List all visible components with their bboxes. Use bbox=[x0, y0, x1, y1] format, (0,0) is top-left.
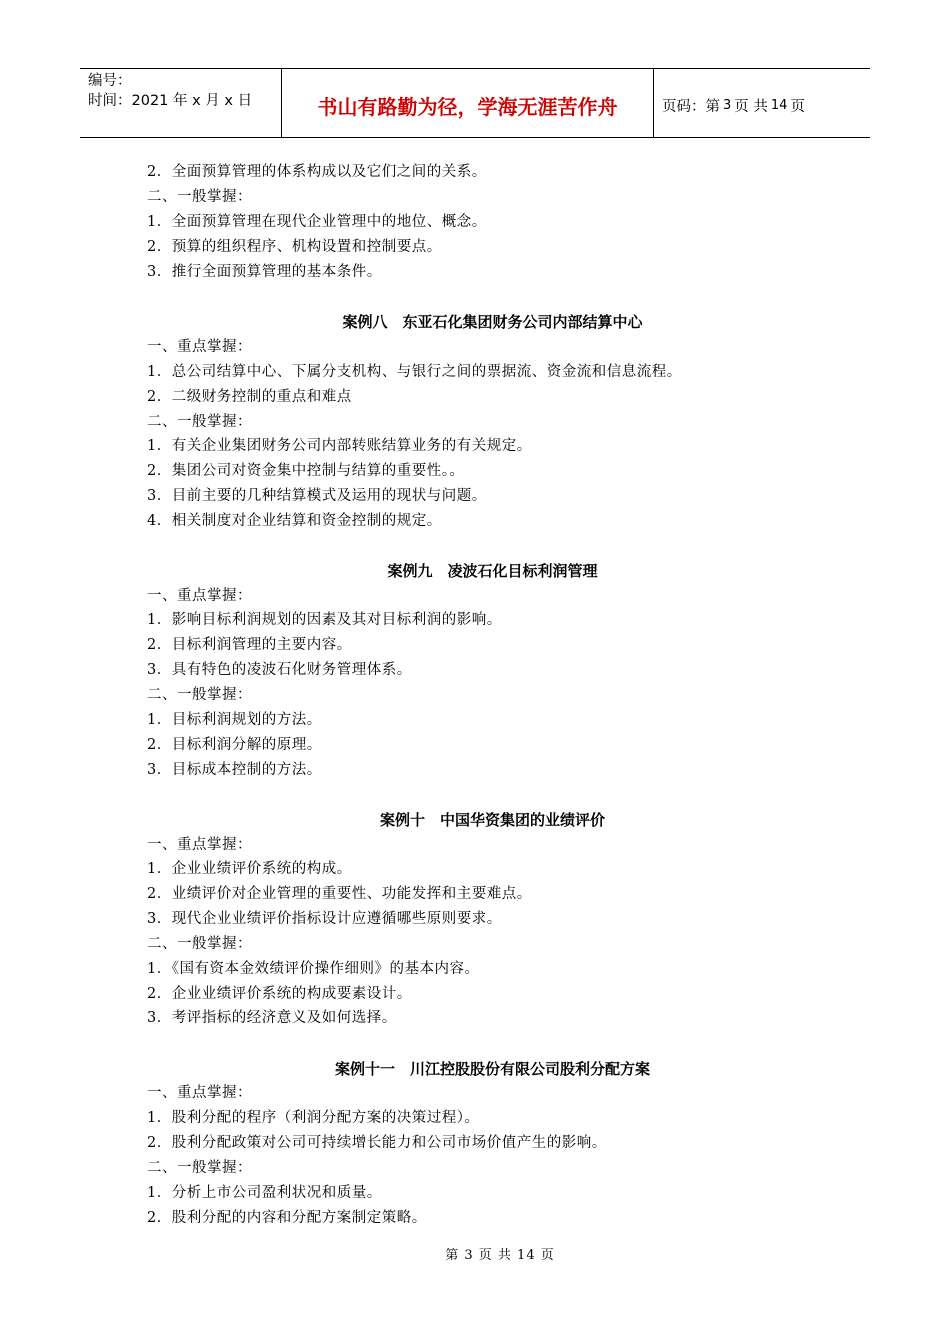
text-line: 3．推行全面预算管理的基本条件。 bbox=[147, 264, 382, 280]
header-motto: 书山有路勤为径，学海无涯苦作舟 bbox=[282, 69, 654, 137]
text-line: 二、一般掌握： bbox=[147, 189, 252, 205]
document-date: 时间：2021 年 x 月 x 日 bbox=[88, 93, 253, 109]
text-line: 2．预算的组织程序、机构设置和控制要点。 bbox=[147, 239, 442, 255]
text-line: 二、一般掌握： bbox=[147, 687, 252, 703]
text-line: 1．有关企业集团财务公司内部转账结算业务的有关规定。 bbox=[147, 438, 532, 454]
case-title: 案例十一 川江控股股份有限公司股利分配方案 bbox=[334, 1060, 650, 1078]
text-line: 2．股利分配的内容和分配方案制定策略。 bbox=[147, 1210, 427, 1226]
text-line: 一、重点掌握： bbox=[147, 837, 252, 853]
text-line: 2．集团公司对资金集中控制与结算的重要性。。 bbox=[147, 463, 465, 479]
document-number-label: 编号： bbox=[88, 73, 132, 89]
text-line: 1．股利分配的程序（利润分配方案的决策过程）。 bbox=[147, 1110, 480, 1126]
case-title: 案例十 中国华资集团的业绩评价 bbox=[379, 811, 605, 829]
text-line: 二、一般掌握： bbox=[147, 1160, 252, 1176]
page-label-suffix: 页 bbox=[790, 98, 805, 115]
text-line: 2．目标利润分解的原理。 bbox=[147, 737, 322, 753]
text-line: 2．全面预算管理的体系构成以及它们之间的关系。 bbox=[147, 164, 487, 180]
text-line: 二、一般掌握： bbox=[147, 936, 252, 952]
case-title: 案例八 东亚石化集团财务公司内部结算中心 bbox=[342, 313, 643, 331]
text-line: 2．业绩评价对企业管理的重要性、功能发挥和主要难点。 bbox=[147, 886, 532, 902]
page-label-mid: 页 共 bbox=[734, 98, 768, 115]
text-line: 1．全面预算管理在现代企业管理中的地位、概念。 bbox=[147, 214, 487, 230]
text-line: 3．目标成本控制的方法。 bbox=[147, 762, 322, 778]
page-total: 14 bbox=[770, 97, 788, 113]
page-header bbox=[80, 68, 870, 138]
text-line: 2．二级财务控制的重点和难点 bbox=[147, 389, 352, 405]
page-label-prefix: 页码：第 bbox=[662, 98, 720, 115]
text-line: 一、重点掌握： bbox=[147, 1085, 252, 1101]
text-line: 4．相关制度对企业结算和资金控制的规定。 bbox=[147, 513, 442, 529]
text-line: 3．具有特色的凌波石化财务管理体系。 bbox=[147, 662, 412, 678]
text-line: 二、一般掌握： bbox=[147, 414, 252, 430]
text-line: 1．分析上市公司盈利状况和质量。 bbox=[147, 1185, 382, 1201]
header-page-info bbox=[654, 69, 870, 137]
text-line: 1．总公司结算中心、下属分支机构、与银行之间的票据流、资金流和信息流程。 bbox=[147, 364, 682, 380]
case-title: 案例九 凌波石化目标利润管理 bbox=[387, 562, 598, 580]
text-line: 3．目前主要的几种结算模式及运用的现状与问题。 bbox=[147, 488, 487, 504]
text-line: 1．影响目标利润规划的因素及其对目标利润的影响。 bbox=[147, 612, 502, 628]
text-line: 2．目标利润管理的主要内容。 bbox=[147, 637, 352, 653]
page-footer: 第 3 页 共 14 页 bbox=[445, 1248, 555, 1263]
text-line: 3．考评指标的经济意义及如何选择。 bbox=[147, 1010, 397, 1026]
text-line: 2．企业业绩评价系统的构成要素设计。 bbox=[147, 986, 412, 1002]
header-meta bbox=[80, 69, 282, 137]
text-line: 1．《国有资本金效绩评价操作细则》的基本内容。 bbox=[147, 961, 480, 977]
page-current: 3 bbox=[723, 97, 732, 113]
text-line: 2．股利分配政策对公司可持续增长能力和公司市场价值产生的影响。 bbox=[147, 1135, 607, 1151]
text-line: 一、重点掌握： bbox=[147, 339, 252, 355]
text-line: 一、重点掌握： bbox=[147, 588, 252, 604]
text-line: 3．现代企业业绩评价指标设计应遵循哪些原则要求。 bbox=[147, 911, 502, 927]
text-line: 1．企业业绩评价系统的构成。 bbox=[147, 861, 352, 877]
text-line: 1．目标利润规划的方法。 bbox=[147, 712, 322, 728]
